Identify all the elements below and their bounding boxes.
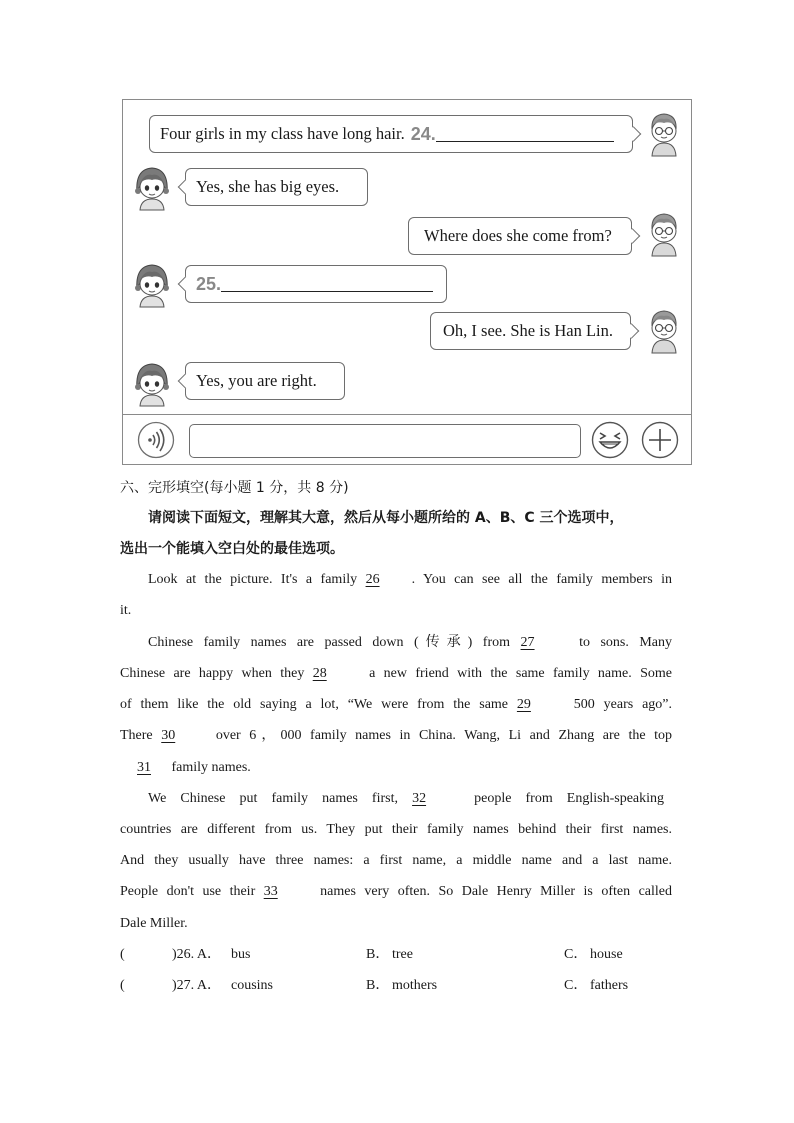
message-list [123, 100, 691, 414]
option-b-label: B． [366, 978, 390, 993]
blank-28: 28 [312, 666, 327, 681]
message-text: Four girls in my class have long hair. [160, 124, 405, 143]
blank-33: 33 [263, 884, 278, 899]
passage-line: People don't use their 33 names very often. So Dale Henry Miller is often called [120, 884, 672, 899]
passage-line: of them like the old saying a lot, “We were from the same 29 500 years ago”. [120, 697, 673, 712]
message-text: Yes, she has big eyes. [196, 177, 340, 196]
blank-number: 24. [410, 123, 436, 144]
passage-line: Chinese are happy when they 28 a new friend with the same family name. Some [120, 666, 673, 681]
chat-bubble-right [149, 115, 633, 153]
chat-bubble-left [185, 362, 345, 400]
passage-line: We Chinese put family names first, 32 people from English-speaking [148, 791, 665, 806]
boy-avatar-icon [643, 109, 685, 157]
chat-bubble-right [430, 312, 631, 350]
chat-toolbar [123, 414, 691, 464]
chat-window [122, 99, 692, 465]
blank-30: 30 [161, 728, 176, 743]
blank-31: 31 [137, 760, 151, 775]
blank-29: 29 [516, 697, 531, 712]
emoji-icon[interactable] [591, 421, 629, 459]
section-title: 六、完形填空(每小题 1 分，共 8 分) [120, 480, 349, 496]
option-a[interactable]: cousins [231, 978, 273, 993]
passage-line: 31 family names. [120, 761, 251, 775]
option-c-label: C． [564, 947, 588, 962]
passage-line: Dale Miller. [120, 916, 188, 931]
plus-icon[interactable] [641, 421, 679, 459]
message-text: Where does she come from? [424, 226, 612, 245]
boy-avatar-icon [643, 209, 685, 257]
passage-line: it. [120, 603, 132, 618]
message-text: Oh, I see. She is Han Lin. [443, 321, 614, 340]
girl-avatar-icon [131, 163, 173, 211]
instruction-line-1: 请阅读下面短文，理解其大意，然后从每小题所给的 A、B、C 三个选项中， [148, 510, 624, 526]
passage-line: There 30 over 6，000 family names in China. Wang, Li and Zhang are the top [120, 728, 673, 743]
option-a[interactable]: bus [231, 947, 251, 962]
chat-bubble-left [185, 265, 447, 303]
question-number: )27. A． [172, 978, 221, 993]
blank-number: 25. [196, 273, 222, 294]
girl-avatar-icon [131, 260, 173, 308]
instruction-line-2: 选出一个能填入空白处的最佳选项。 [120, 541, 344, 557]
answer-blank-line [436, 127, 614, 142]
question-number: )26. A． [172, 947, 221, 962]
boy-avatar-icon [643, 306, 685, 354]
answer-paren[interactable]: ( [120, 978, 125, 993]
girl-avatar-icon [131, 359, 173, 407]
option-b-label: B． [366, 947, 390, 962]
chat-bubble-left [185, 168, 368, 206]
option-b[interactable]: tree [392, 947, 413, 962]
answer-blank-line [221, 277, 433, 292]
voice-icon[interactable] [137, 421, 175, 459]
answer-paren[interactable]: ( [120, 947, 125, 962]
option-c[interactable]: fathers [590, 978, 629, 993]
message-text: Yes, you are right. [196, 371, 317, 390]
option-b[interactable]: mothers [392, 978, 438, 993]
blank-27: 27 [520, 635, 535, 650]
passage-line: Chinese family names are passed down (传承) from 27 to sons. Many [148, 635, 673, 650]
passage-line: And they usually have three names: a first name, a middle name and a last name. [120, 853, 672, 868]
blank-26: 26 [365, 572, 380, 587]
message-input[interactable] [189, 424, 581, 458]
passage-line: Look at the picture. It's a family 26 . You can see all the family members in [148, 572, 672, 587]
chat-bubble-right [408, 217, 632, 255]
blank-32: 32 [412, 791, 427, 806]
option-c-label: C． [564, 978, 588, 993]
option-c[interactable]: house [590, 947, 623, 962]
passage-line: countries are different from us. They put their family names behind their first names. [120, 822, 672, 837]
